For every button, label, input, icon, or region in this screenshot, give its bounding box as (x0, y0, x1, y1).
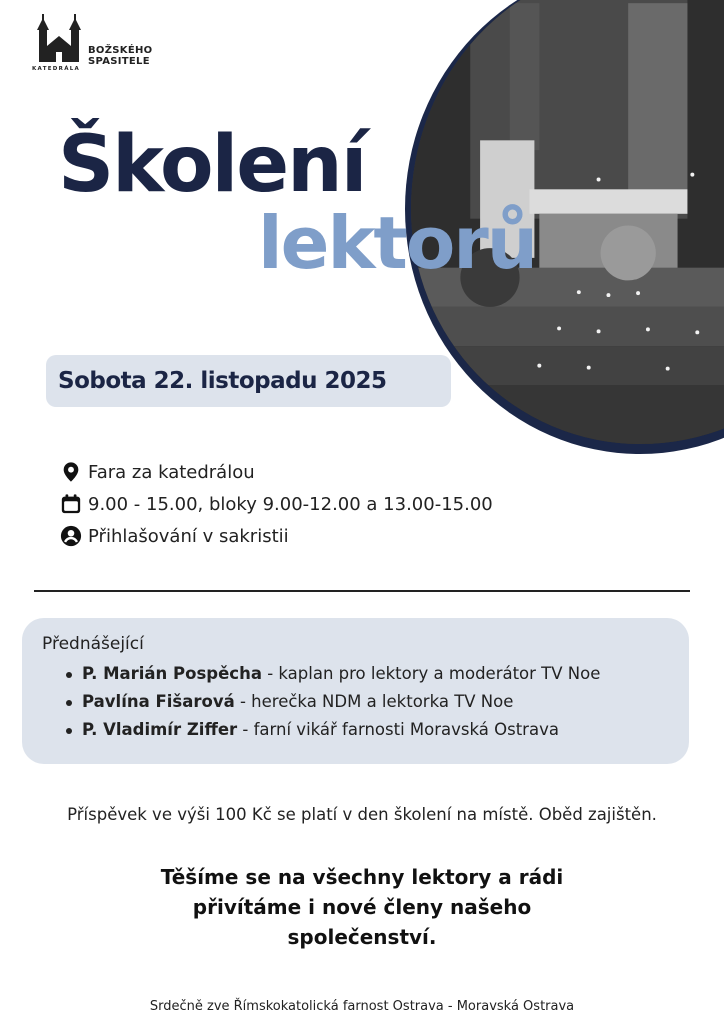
info-time (60, 493, 493, 515)
speaker-name: P. Marián Pospěcha (82, 664, 262, 683)
speaker-name: Pavlína Fišarová (82, 692, 235, 711)
speaker-name: P. Vladimír Ziffer (82, 720, 238, 739)
fee-note: Příspěvek ve výši 100 Kč se platí v den školení na místě. Oběd zajištěn. (67, 805, 657, 824)
speaker-role: - kaplan pro lektory a moderátor TV Noe (261, 664, 601, 683)
event-date-badge: Sobota 22. listopadu 2025 (46, 355, 451, 407)
closing-message (0, 862, 724, 952)
speakers-box (22, 618, 689, 764)
info-time-text: 9.00 - 15.00, bloky 9.00-12.00 a 13.00-15.00 (88, 493, 493, 515)
logo-line2: SPASITELE (88, 56, 150, 67)
info-registration-text: Přihlašování v sakristii (88, 525, 289, 547)
page-title-line1: Školení (58, 120, 366, 210)
list-item (66, 688, 600, 716)
speakers-list (66, 660, 600, 744)
logo-line1: BOŽSKÉHO (88, 45, 153, 56)
person-icon (60, 525, 82, 547)
info-location-text: Fara za katedrálou (88, 461, 255, 483)
speaker-role: - farní vikář farnosti Moravská Ostrava (237, 720, 559, 739)
page-title-line2: lektorů (258, 201, 537, 285)
divider (34, 590, 690, 592)
speakers-heading: Přednášející (42, 634, 144, 654)
footer-invitation: Srdečně zve Římskokatolická farnost Ostrava - Moravská Ostrava (149, 999, 575, 1014)
location-pin-icon (60, 461, 82, 483)
cathedral-icon (33, 14, 93, 64)
list-item (66, 716, 600, 744)
info-location (60, 461, 255, 483)
closing-line3: společenství. (287, 925, 437, 949)
logo-subtitle: KATEDRÁLA (32, 66, 81, 72)
info-registration (60, 525, 289, 547)
calendar-icon (60, 493, 82, 515)
closing-line1: Těšíme se na všechny lektory a rádi (160, 865, 564, 889)
list-item (66, 660, 600, 688)
speaker-role: - herečka NDM a lektorka TV Noe (234, 692, 514, 711)
closing-line2: přivítáme i nové členy našeho (192, 895, 532, 919)
logo-text (88, 45, 152, 67)
